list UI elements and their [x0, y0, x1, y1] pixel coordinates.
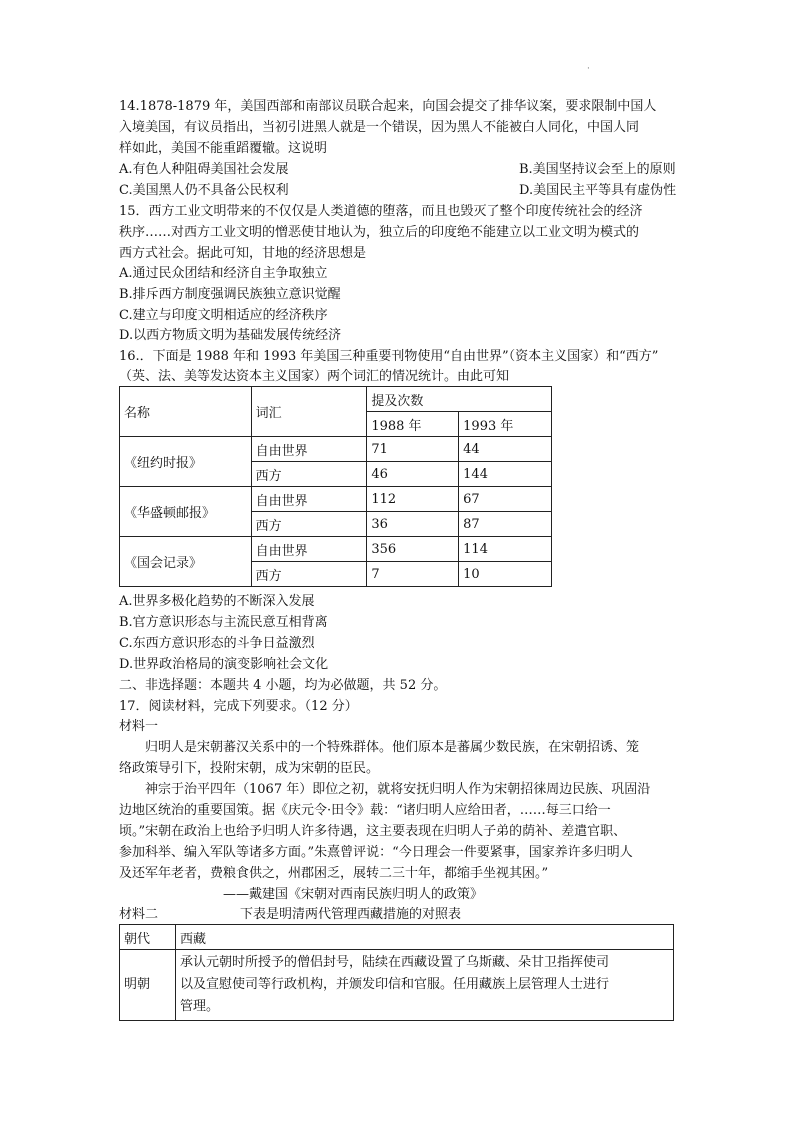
table-header-row — [120, 387, 552, 412]
q16-option-c: C.东西方意识形态的斗争日益激烈 — [119, 636, 315, 651]
count-1988: 356 — [367, 537, 459, 562]
material-1-paragraph-line: 及还军年老者，费粮食供之，州郡困乏，展转二三十年，都缩手坐视其困。” — [119, 866, 549, 881]
count-1988: 71 — [367, 437, 459, 462]
count-1988: 7 — [367, 562, 459, 587]
material-2-label: 材料二 — [119, 907, 159, 922]
table-row — [120, 950, 674, 1021]
header-year-1988: 1988 年 — [367, 412, 459, 437]
count-1988: 36 — [367, 512, 459, 537]
q15-stem-line: 西方式社会。据此可知，甘地的经济思想是 — [119, 246, 367, 261]
q15-option-d: D.以西方物质文明为基础发展传统经济 — [119, 328, 342, 343]
header-term: 词汇 — [251, 387, 367, 437]
header-name: 名称 — [120, 387, 252, 437]
material-1-label: 材料一 — [119, 719, 159, 734]
material-1-paragraph-line: 归明人是宋朝蕃汉关系中的一个特殊群体。他们原本是蕃属少数民族，在宋朝招诱、笼 — [145, 740, 640, 755]
dynasty-cell: 明朝 — [120, 950, 176, 1021]
material-1-paragraph-line: 参加科举、编入军队等诸多方面。”朱熹曾评说：“今日理会一件要紧事，国家养许多归明人 — [119, 845, 633, 860]
q15-stem-line: 15．西方工业文明带来的不仅仅是人类道德的堕落，而且也毁灭了整个印度传统社会的经济 — [119, 204, 643, 219]
table-row — [120, 487, 552, 512]
q16-table — [119, 386, 552, 587]
q14-option-d: D.美国民主平等具有虚伪性 — [519, 183, 677, 198]
term-cell: 自由世界 — [251, 437, 367, 462]
count-1988: 46 — [367, 462, 459, 487]
count-1993: 87 — [459, 512, 552, 537]
term-cell: 西方 — [251, 462, 367, 487]
q16-option-d: D.世界政治格局的演变影响社会文化 — [119, 657, 329, 672]
count-1993: 67 — [459, 487, 552, 512]
header-count: 提及次数 — [367, 387, 552, 412]
q15-option-a: A.通过民众团结和经济自主争取独立 — [119, 266, 328, 281]
material-1-source: ——戴建国《宋朝对西南民族归明人的政策》 — [223, 887, 484, 902]
header-dynasty: 朝代 — [120, 925, 176, 950]
corner-mark: · — [587, 64, 590, 74]
term-cell: 西方 — [251, 562, 367, 587]
q17-title: 17．阅读材料，完成下列要求。（12 分） — [119, 699, 358, 714]
count-1993: 44 — [459, 437, 552, 462]
measures-cell — [176, 950, 674, 1021]
term-cell: 自由世界 — [251, 487, 367, 512]
table-row — [120, 437, 552, 462]
count-1993: 144 — [459, 462, 552, 487]
q15-stem-line: 秩序……对西方工业文明的憎恶使甘地认为，独立后的印度绝不能建立以工业文明为模式的 — [119, 225, 640, 240]
publication-name: 《国会记录》 — [120, 537, 252, 587]
q16-stem-line: （英、法、美等发达资本主义国家）两个词汇的情况统计。由此可知 — [119, 369, 510, 384]
q16-stem-line: 16.．下面是 1988 年和 1993 年美国三种重要刊物使用“自由世界”（资本主义国家）和“西方” — [119, 349, 659, 364]
count-1993: 114 — [459, 537, 552, 562]
q14-options-row-2 — [119, 181, 679, 201]
material-1-paragraph-line: 神宗于治平四年（1067 年）即位之初，就将安抚归明人作为宋朝招徕周边民族、巩固沿 — [145, 782, 651, 797]
publication-name: 《华盛顿邮报》 — [120, 487, 252, 537]
count-1993: 10 — [459, 562, 552, 587]
q14-option-b: B.美国坚持议会至上的原则 — [519, 162, 676, 177]
ming-qing-tibet-table — [119, 924, 674, 1021]
measures-line: 以及宣慰使司等行政机构，并颁发印信和官服。任用藏族上层管理人士进行 — [180, 977, 610, 992]
q14-stem-line: 入境美国，有议员指出，当初引进黑人就是一个错误，因为黑人不能被白人同化，中国人同 — [119, 120, 640, 135]
q15-option-c: C.建立与印度文明相适应的经济秩序 — [119, 308, 328, 323]
term-cell: 自由世界 — [251, 537, 367, 562]
material-1-paragraph-line: 络政策导引下，投附宋朝，成为宋朝的臣民。 — [119, 761, 380, 776]
q16-option-a: A.世界多极化趋势的不断深入发展 — [119, 594, 315, 609]
material-2-caption: 下表是明清两代管理西藏措施的对照表 — [240, 907, 462, 922]
table-header-row — [120, 925, 674, 950]
q14-option-a: A.有色人种阻碍美国社会发展 — [119, 162, 289, 177]
q14-stem-line: 样如此，美国不能重蹈覆辙。这说明 — [119, 141, 328, 156]
measures-line: 承认元朝时所授予的僧侣封号，陆续在西藏设置了乌斯藏、朵甘卫指挥使司 — [180, 955, 610, 970]
publication-name: 《纽约时报》 — [120, 437, 252, 487]
q16-option-b: B.官方意识形态与主流民意互相背离 — [119, 615, 328, 630]
material-1-paragraph-line: 顷。”宋朝在政治上也给予归明人许多待遇，这主要表现在归明人子弟的荫补、差遣官职、 — [119, 824, 627, 839]
material-1-paragraph-line: 边地区统治的重要国策。据《庆元令·田令》载：“诸归明人应给田者，……每三口给一 — [119, 803, 611, 818]
count-1988: 112 — [367, 487, 459, 512]
q14-option-c: C.美国黑人仍不具备公民权利 — [119, 183, 289, 198]
term-cell: 西方 — [251, 512, 367, 537]
q14-stem-line: 14.1878-1879 年，美国西部和南部议员联合起来，向国会提交了排华议案，要求限制中国人 — [119, 99, 657, 114]
section-heading: 二、非选择题：本题共 4 小题，均为必做题，共 52 分。 — [119, 678, 447, 693]
q15-option-b: B.排斥西方制度强调民族独立意识觉醒 — [119, 287, 341, 302]
table-row — [120, 537, 552, 562]
header-year-1993: 1993 年 — [459, 412, 552, 437]
measures-line: 管理。 — [180, 999, 220, 1014]
header-tibet: 西藏 — [176, 925, 674, 950]
q14-options-row-1 — [119, 160, 679, 180]
